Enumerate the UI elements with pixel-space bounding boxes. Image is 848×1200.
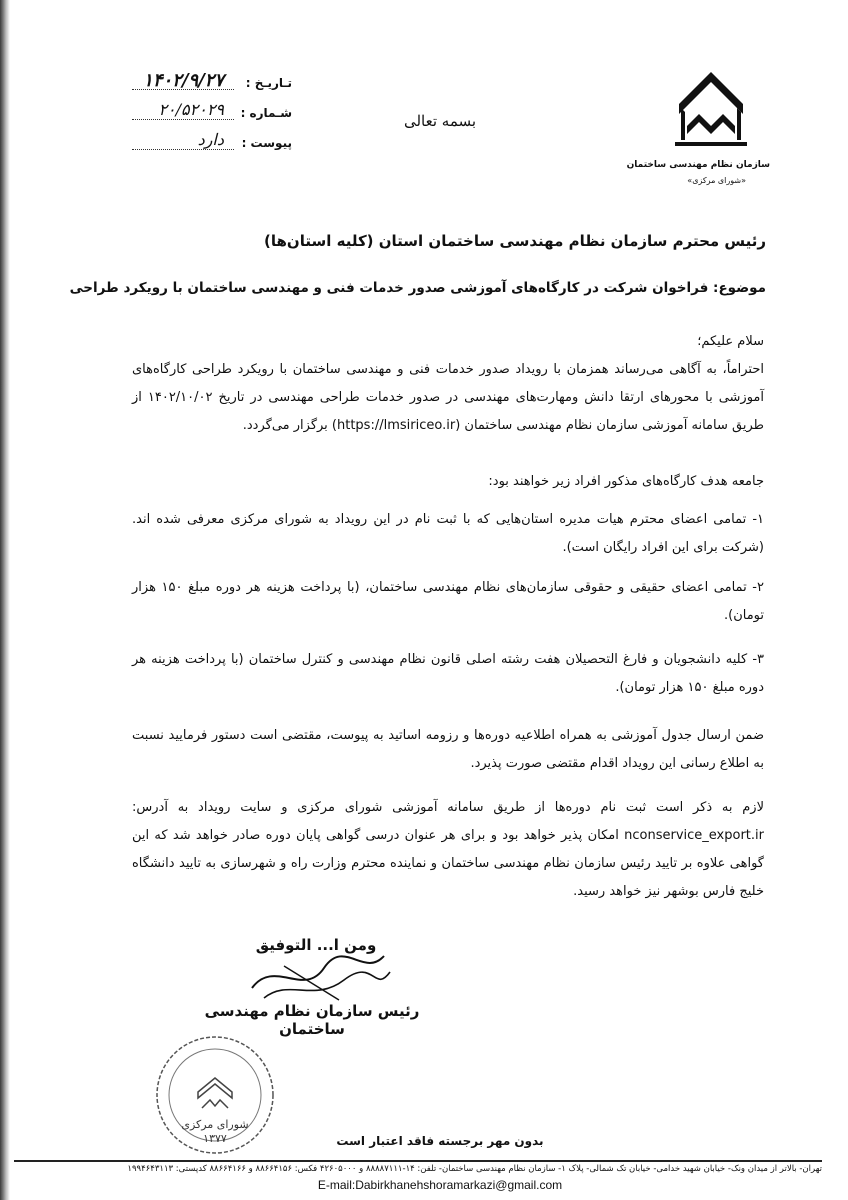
greeting: سلام علیکم؛ <box>697 334 764 349</box>
logo-org-sub: «شورای مرکزی» <box>687 176 746 185</box>
registration-paragraph: لازم به ذکر است ثبت نام دوره‌ها از طریق سامانه آموزشی شورای مرکزی و سایت رویداد به آدرس: nconservice_export.ir امکان پذیر خواهد بود و برای هر عنوان درسی گواهی پایان دوره صادر خواهد شد که این گواهی علاوه بر تایید رئیس سازمان نظام مهندسی ساختمان و نماینده محترم وزارت راه و شهرسازی به تایید دانشگاه خلیج فارس بوشهر نیز خواهد رسید. <box>132 800 764 899</box>
attachment-label: پیوست : <box>241 136 292 150</box>
date-label: تـاریـخ : <box>245 76 292 90</box>
date-row <box>92 70 292 100</box>
list-item: ۳- کلیه دانشجویان و فارغ التحصیلان هفت رشته اصلی قانون نظام مهندسی و کنترل ساختمان (با پرداخت هزینه هر دوره مبلغ ۱۵۰ هزار تومان). <box>132 652 764 695</box>
validity-note: بدون مهر برجسته فاقد اعتبار است <box>336 1134 544 1148</box>
footer-address: تهران- بالاتر از میدان ونک- خیابان شهید خدامی- خیابان تک شمالی- پلاک ۱- سازمان نظام مهندسی ساختمان- تلفن: ۱۴-۸۸۸۸۷۱۱۱ و ۴۲۶۰۵۰۰۰ فکس: ۸۸۶۶۴۱۵۶ و ۸۸۶۶۴۱۶۶ کدپستی: ۱۹۹۴۶۴۳۱۱۳ <box>14 1160 822 1174</box>
list-item: ۱- تمامی اعضای محترم هیات مدیره استان‌هایی که با ثبت نام در این رویداد به شورای مرکزی معرفی شده اند. (شرکت برای این افراد رایگان است). <box>132 512 764 555</box>
attachment-row <box>92 130 292 160</box>
stamp-year: ۱۳۷۷ <box>203 1132 227 1145</box>
closing: ومن ا... التوفیق <box>255 936 377 954</box>
org-logo-icon <box>671 64 751 150</box>
signature-icon <box>244 948 394 1008</box>
number-label: شـماره : <box>240 106 292 120</box>
logo-org-name: سازمان نظام مهندسی ساختمان <box>626 160 770 170</box>
stamp-icon <box>150 1030 280 1160</box>
intro-paragraph: احتراماً، به آگاهی می‌رساند همزمان با رویداد صدور خدمات فنی و مهندسی ساختمان با رویکرد طراحی کارگاه‌های آموزشی با محورهای ارتقا دانش ومهارت‌های مهندسی در صدور خدمات طراحی مهندسی در تاریخ ۱۴۰۲/۱۰/۰۲ از طریق سامانه آموزشی سازمان نظام مهندسی ساختمان (https://lmsiriceo.ir) برگزار می‌گردد. <box>132 362 764 433</box>
subject: موضوع: فراخوان شرکت در کارگاه‌های آموزشی صدور خدمات فنی و مهندسی ساختمان با رویکرد طراحی <box>69 280 766 296</box>
number-dots <box>132 119 234 120</box>
footer-email: E-mail:Dabirkhanehshoramarkazi@gmail.com <box>317 1178 563 1192</box>
attachment-dots <box>132 149 234 150</box>
org-logo <box>626 64 776 192</box>
signer-title: رئیس سازمان نظام مهندسی ساختمان <box>204 1002 420 1038</box>
list-item: ۲- تمامی اعضای حقیقی و حقوقی سازمان‌های نظام مهندسی ساختمان، (با پرداخت هزینه هر دوره مبلغ ۱۵۰ هزار تومان). <box>132 580 764 623</box>
send-paragraph: ضمن ارسال جدول آموزشی به همراه اطلاعیه دوره‌ها و رزومه اساتید به پیوست، مقتضی است دستور فرمایید نسبت به اطلاع رسانی این رویداد اقدام مقتضی صورت پذیرد. <box>132 728 764 771</box>
date-value: ۱۴۰۲/۹/۲۷ <box>143 70 224 91</box>
stamp-text: شورای مرکزی <box>181 1118 249 1131</box>
number-value: ۲۰/۵۲۰۲۹ <box>158 100 224 119</box>
scan-edge <box>0 0 10 1200</box>
target-intro: جامعه هدف کارگاه‌های مذکور افراد زیر خواهند بود: <box>488 474 764 489</box>
recipient: رئیس محترم سازمان نظام مهندسی ساختمان استان (کلیه استان‌ها) <box>264 232 766 250</box>
letter-meta <box>92 70 292 160</box>
basmala: بسمه تعالی <box>403 112 477 130</box>
attachment-value: دارد <box>197 130 224 149</box>
number-row <box>92 100 292 130</box>
